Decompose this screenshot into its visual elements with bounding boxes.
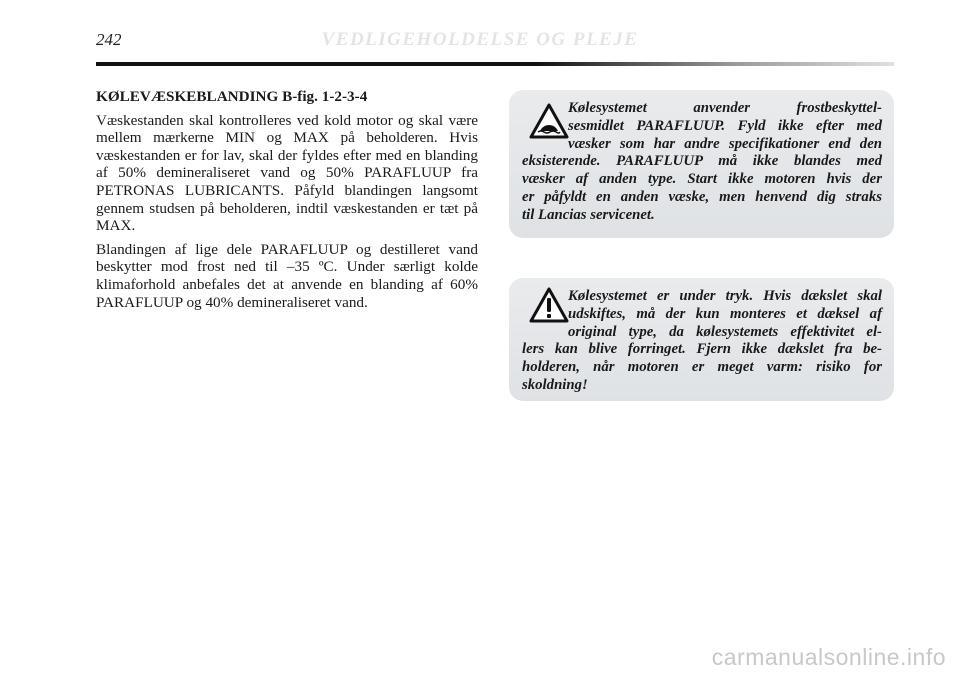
warning-box-antifreeze bbox=[509, 90, 894, 238]
paragraph-frost-protection: Blandingen af lige dele PARAFLUUP og destilleret vand beskytter mod frost ned til –35 ºC. Under særligt kolde klimaforhold anbefales det at anvende en blanding af 60% PARAFLUUP og 40% demineraliseret vand. bbox=[96, 240, 478, 311]
header-rule bbox=[96, 62, 894, 66]
watermark: carmanualsonline.info bbox=[711, 644, 946, 670]
warning-box-pressure bbox=[509, 278, 894, 401]
warning-line: sesmidlet PARAFLUUP. Fyld ikke efter med bbox=[568, 117, 882, 134]
main-text-column bbox=[96, 88, 478, 317]
warning-line: skoldning! bbox=[522, 376, 588, 393]
paragraph-coolant-level: Væskestanden skal kontrolleres ved kold motor og skal være mellem mærkerne MIN og MAX på beholderen. Hvis væskestanden er for lav, skal der fyldes efter med en blanding af 50% demineraliseret vand og 50% PARAFLUUP fra PETRONAS LUBRICANTS. Påfyld blandingen langsomt gennem studsen på beholderen, indtil væskestanden er tæt på MAX. bbox=[96, 111, 478, 235]
warning-line: væsker af anden type. Start ikke motoren hvis der bbox=[522, 171, 882, 188]
page-number: 242 bbox=[96, 30, 122, 49]
warning-line: er påfyldt en anden væske, men henvend dig straks bbox=[522, 188, 882, 205]
warning-line: til Lancias servicenet. bbox=[522, 206, 655, 223]
warning-line: Kølesystemet er under tryk. Hvis dækslet skal bbox=[568, 288, 882, 304]
warning-line: holderen, når motoren er meget varm: risiko for bbox=[522, 359, 882, 376]
exclamation-warning-icon bbox=[529, 286, 569, 324]
warning-line: lers kan blive forringet. Fjern ikke dækslet fra be- bbox=[522, 341, 882, 358]
warning-line: original type, da kølesystemets effektivitet el- bbox=[568, 323, 882, 340]
environment-warning-icon bbox=[529, 102, 569, 140]
warning-line: Kølesystemet anvender frostbeskyttel- bbox=[568, 100, 882, 116]
section-title: VEDLIGEHOLDELSE OG PLEJE bbox=[321, 29, 639, 50]
warning-line: udskiftes, må der kun monteres et dæksel af bbox=[568, 305, 882, 322]
section-heading: KØLEVÆSKEBLANDING B-fig. 1-2-3-4 bbox=[96, 88, 368, 105]
warning-line: væsker som har andre specifikationer end den bbox=[568, 135, 882, 152]
warning-line: eksisterende. PARAFLUUP må ikke blandes med bbox=[522, 153, 882, 170]
